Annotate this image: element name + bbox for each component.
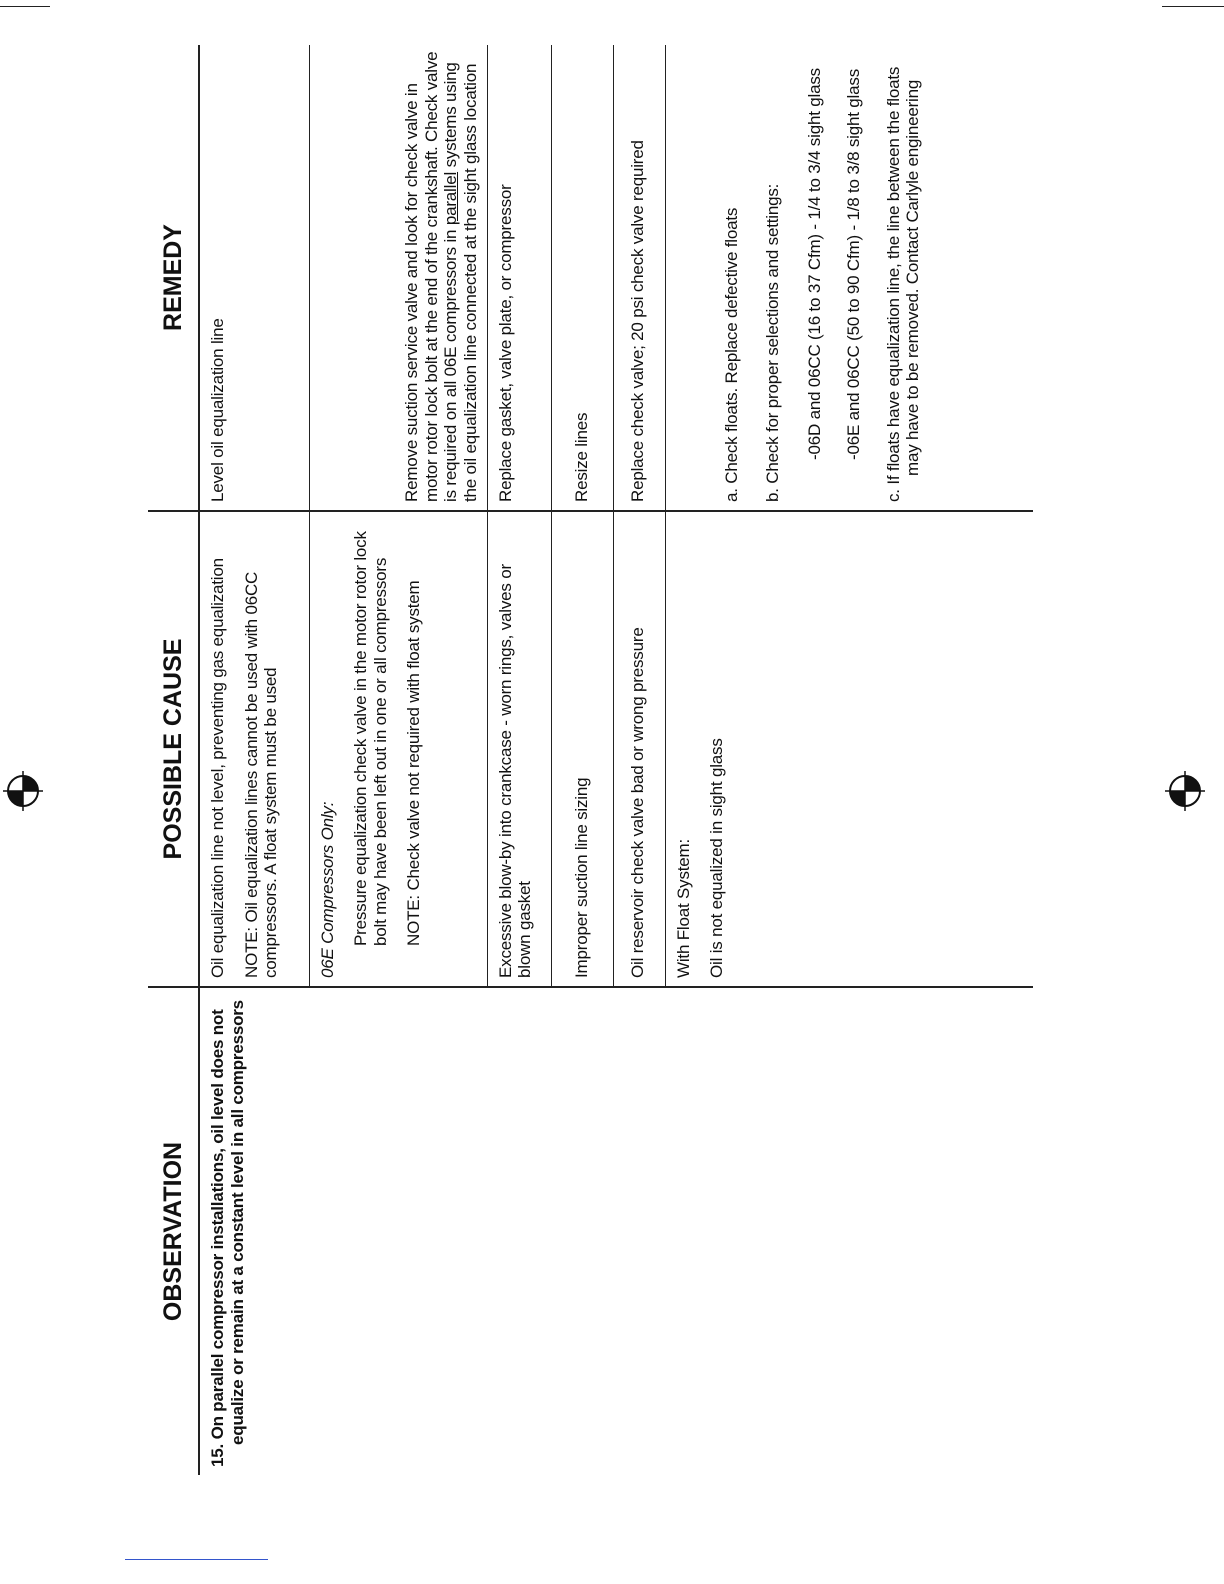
remedy-text: Replace check valve; 20 psi check valve required	[627, 140, 647, 502]
remedy-cell	[487, 45, 551, 511]
cause-text: Pressure equalization check valve in the motor rotor lock bolt may have been left out in one or all compressors	[351, 531, 390, 946]
cause-cell	[309, 511, 487, 987]
remedy-text-part: systems using the oil equalization line connected at the sight glass location	[441, 62, 480, 502]
remedy-setting-06e: -06E and 06CC (50 to 90 Cfm) - 1/8 to 3/8 sight glass	[844, 69, 864, 460]
remedy-setting-06d: -06D and 06CC (16 to 37 Cfm) - 1/4 to 3/4 sight glass	[804, 68, 824, 460]
cause-text: Oil is not equalized in sight glass	[707, 738, 727, 978]
remedy-cell	[309, 45, 487, 511]
table-row	[199, 45, 309, 1475]
troubleshooting-table-rotated	[148, 45, 1033, 1475]
observation-number: 15.	[208, 1443, 227, 1467]
remedy-step-c: c. If floats have equalization line, the line between the floats may have to be removed. Contact Carlyle engineering	[883, 66, 923, 502]
remedy-cell	[665, 45, 1033, 511]
cause-note: NOTE: Oil equalization lines cannot be used with 06CC compressors. A float system must be used	[241, 571, 281, 978]
remedy-cell	[613, 45, 665, 511]
header-remedy: REMEDY	[148, 45, 199, 511]
cause-cell	[613, 511, 665, 987]
observation-description: On parallel compressor installations, oil level does not equalize or remain at a constant level in all compressors	[208, 1000, 247, 1445]
remedy-underlined-word: parallel	[441, 171, 461, 226]
registration-mark-icon	[1165, 771, 1205, 811]
cause-cell	[199, 511, 309, 987]
observation-cell	[199, 987, 1033, 1475]
cause-text: Oil equalization line not level, preventing gas equalization	[208, 558, 227, 978]
cause-cell	[551, 511, 613, 987]
cause-text: Excessive blow-by into crankcase - worn rings, valves or blown gasket	[495, 564, 535, 978]
cause-cell	[487, 511, 551, 987]
crop-mark-top-left	[0, 6, 50, 7]
remedy-text	[402, 51, 480, 502]
remedy-text: Level oil equalization line	[208, 318, 227, 502]
remedy-cell	[199, 45, 309, 511]
table-header-row	[148, 45, 199, 1475]
header-observation: OBSERVATION	[148, 987, 199, 1475]
observation-text	[208, 994, 247, 1467]
remedy-cell	[551, 45, 613, 511]
registration-mark-icon	[3, 771, 43, 811]
cause-text: Improper suction line sizing	[571, 777, 591, 978]
troubleshooting-table	[148, 45, 1033, 1475]
cause-note: NOTE: Check valve not required with float system	[404, 580, 424, 946]
remedy-step-b: b. Check for proper selections and settings:	[763, 183, 783, 502]
remedy-text: Resize lines	[571, 412, 591, 502]
cause-heading: 06E Compressors Only:	[317, 801, 337, 978]
cause-heading: With Float System:	[673, 838, 693, 978]
remedy-step-a: a. Check floats. Replace defective floats	[721, 207, 741, 502]
cause-cell	[665, 511, 1033, 987]
crop-mark-bottom-left	[125, 1559, 268, 1560]
cause-text: Oil reservoir check valve bad or wrong pressure	[627, 627, 647, 978]
crop-mark-top-right	[1162, 6, 1224, 7]
header-possible-cause: POSSIBLE CAUSE	[148, 511, 199, 987]
remedy-text-part: Remove suction service valve and look for check valve in motor rotor lock bolt at the end of the crankshaft. Check valve is required on all 06E compressors in	[402, 51, 461, 502]
remedy-text: Replace gasket, valve plate, or compressor	[495, 184, 515, 502]
